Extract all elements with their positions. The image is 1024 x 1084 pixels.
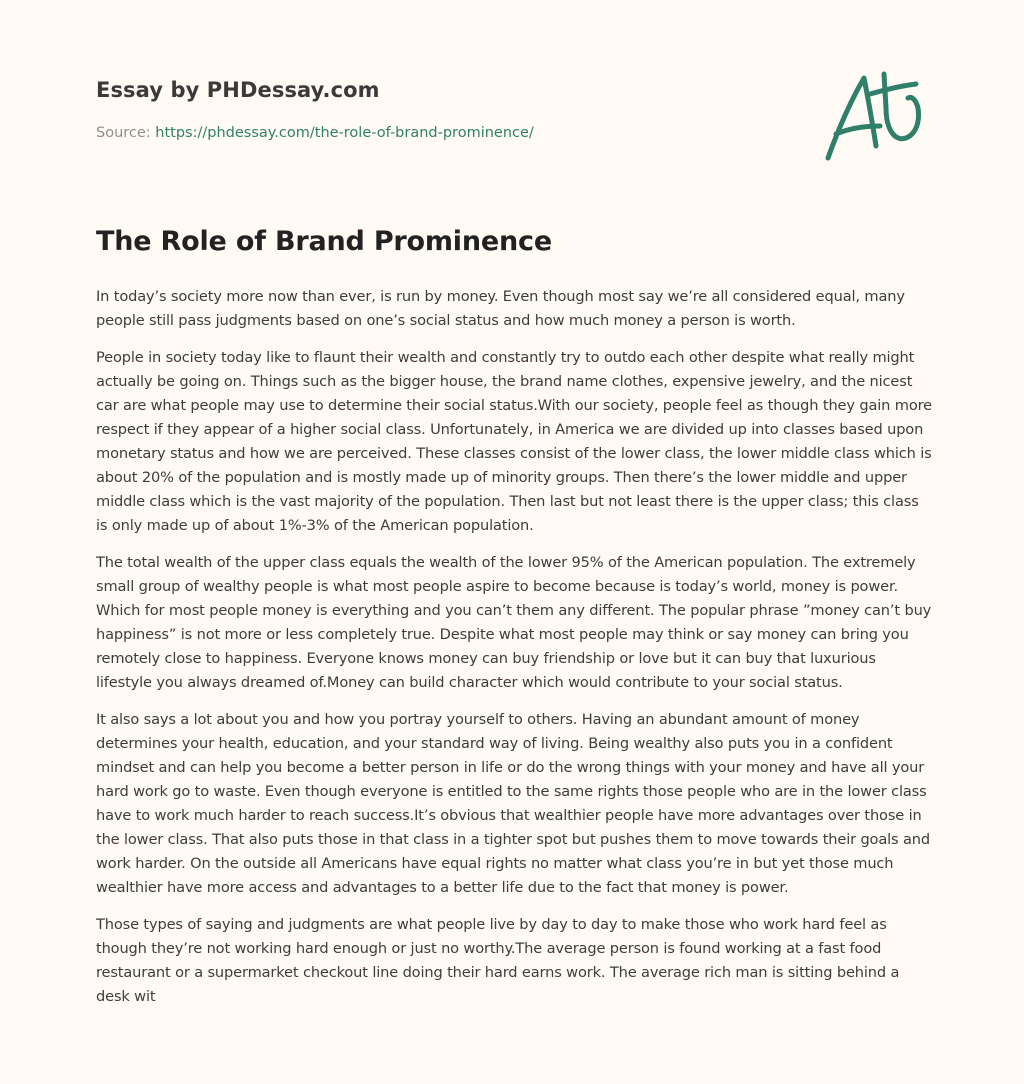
a-plus-logo-icon (824, 68, 928, 164)
essay-paragraph: People in society today like to flaunt their wealth and constantly try to outdo each other despite what really might actually be going on. Things such as the bigger house, the brand name clothes, expensive jewelry, and the nicest car are what people may use to determine their social status.With our society, people feel as though they gain more respect if they appear of a higher social class. Unfortunately, in America we are divided up into classes based upon monetary status and how we are perceived. These classes consist of the lower class, the lower middle class which is about 20% of the population and is mostly made up of minority groups. Then there’s the lower middle and upper middle class which is the vast majority of the population. Then last but not least there is the upper class; this class is only made up of about 1%-3% of the American population. (96, 349, 932, 534)
essay-title: The Role of Brand Prominence (96, 226, 552, 257)
essay-paragraph: The total wealth of the upper class equals the wealth of the lower 95% of the American population. The extremely small group of wealthy people is what most people aspire to become because is today’s world, money is power. Which for most people money is everything and you can’t them any different. The popular phrase ”money can’t buy happiness” is not more or less completely true. Despite what most people may think or say money can bring you remotely close to happiness. Everyone knows money can buy friendship or love but it can buy that luxurious lifestyle you always dreamed of.Money can build character which would contribute to your social status. (96, 554, 932, 691)
source-label: Source: (96, 125, 156, 141)
source-link[interactable]: https://phdessay.com/the-role-of-brand-prominence/ (155, 125, 534, 141)
page-header (96, 74, 928, 174)
essay-paragraph: It also says a lot about you and how you portray yourself to others. Having an abundant amount of money determines your health, education, and your standard way of living. Being wealthy also puts you in a confident mindset and can help you become a better person in life or do the wrong things with your money and have all your hard work go to waste. Even though everyone is entitled to the same rights those people who are in the lower class have to work much harder to reach success.It’s obvious that wealthier people have more advantages over those in the lower class. That also puts those in that class in a tighter spot but pushes them to move towards their goals and work harder. On the outside all Americans have equal rights no matter what class you’re in but yet those much wealthier have more access and advantages to a better life due to the fact that money is power. (96, 711, 930, 896)
source-line (96, 125, 534, 141)
essay-paragraph: In today’s society more now than ever, is run by money. Even though most say we’re all considered equal, many people still pass judgments based on one’s social status and how much money a person is worth. (96, 288, 905, 329)
essay-body (96, 285, 932, 1022)
site-title: Essay by PHDessay.com (96, 78, 380, 102)
essay-paragraph: Those types of saying and judgments are what people live by day to day to make those who work hard feel as though they’re not working hard enough or just no worthy.The average person is found working at a fast food restaurant or a supermarket checkout line doing their hard earns work. The average rich man is sitting behind a desk wit (96, 916, 900, 1005)
